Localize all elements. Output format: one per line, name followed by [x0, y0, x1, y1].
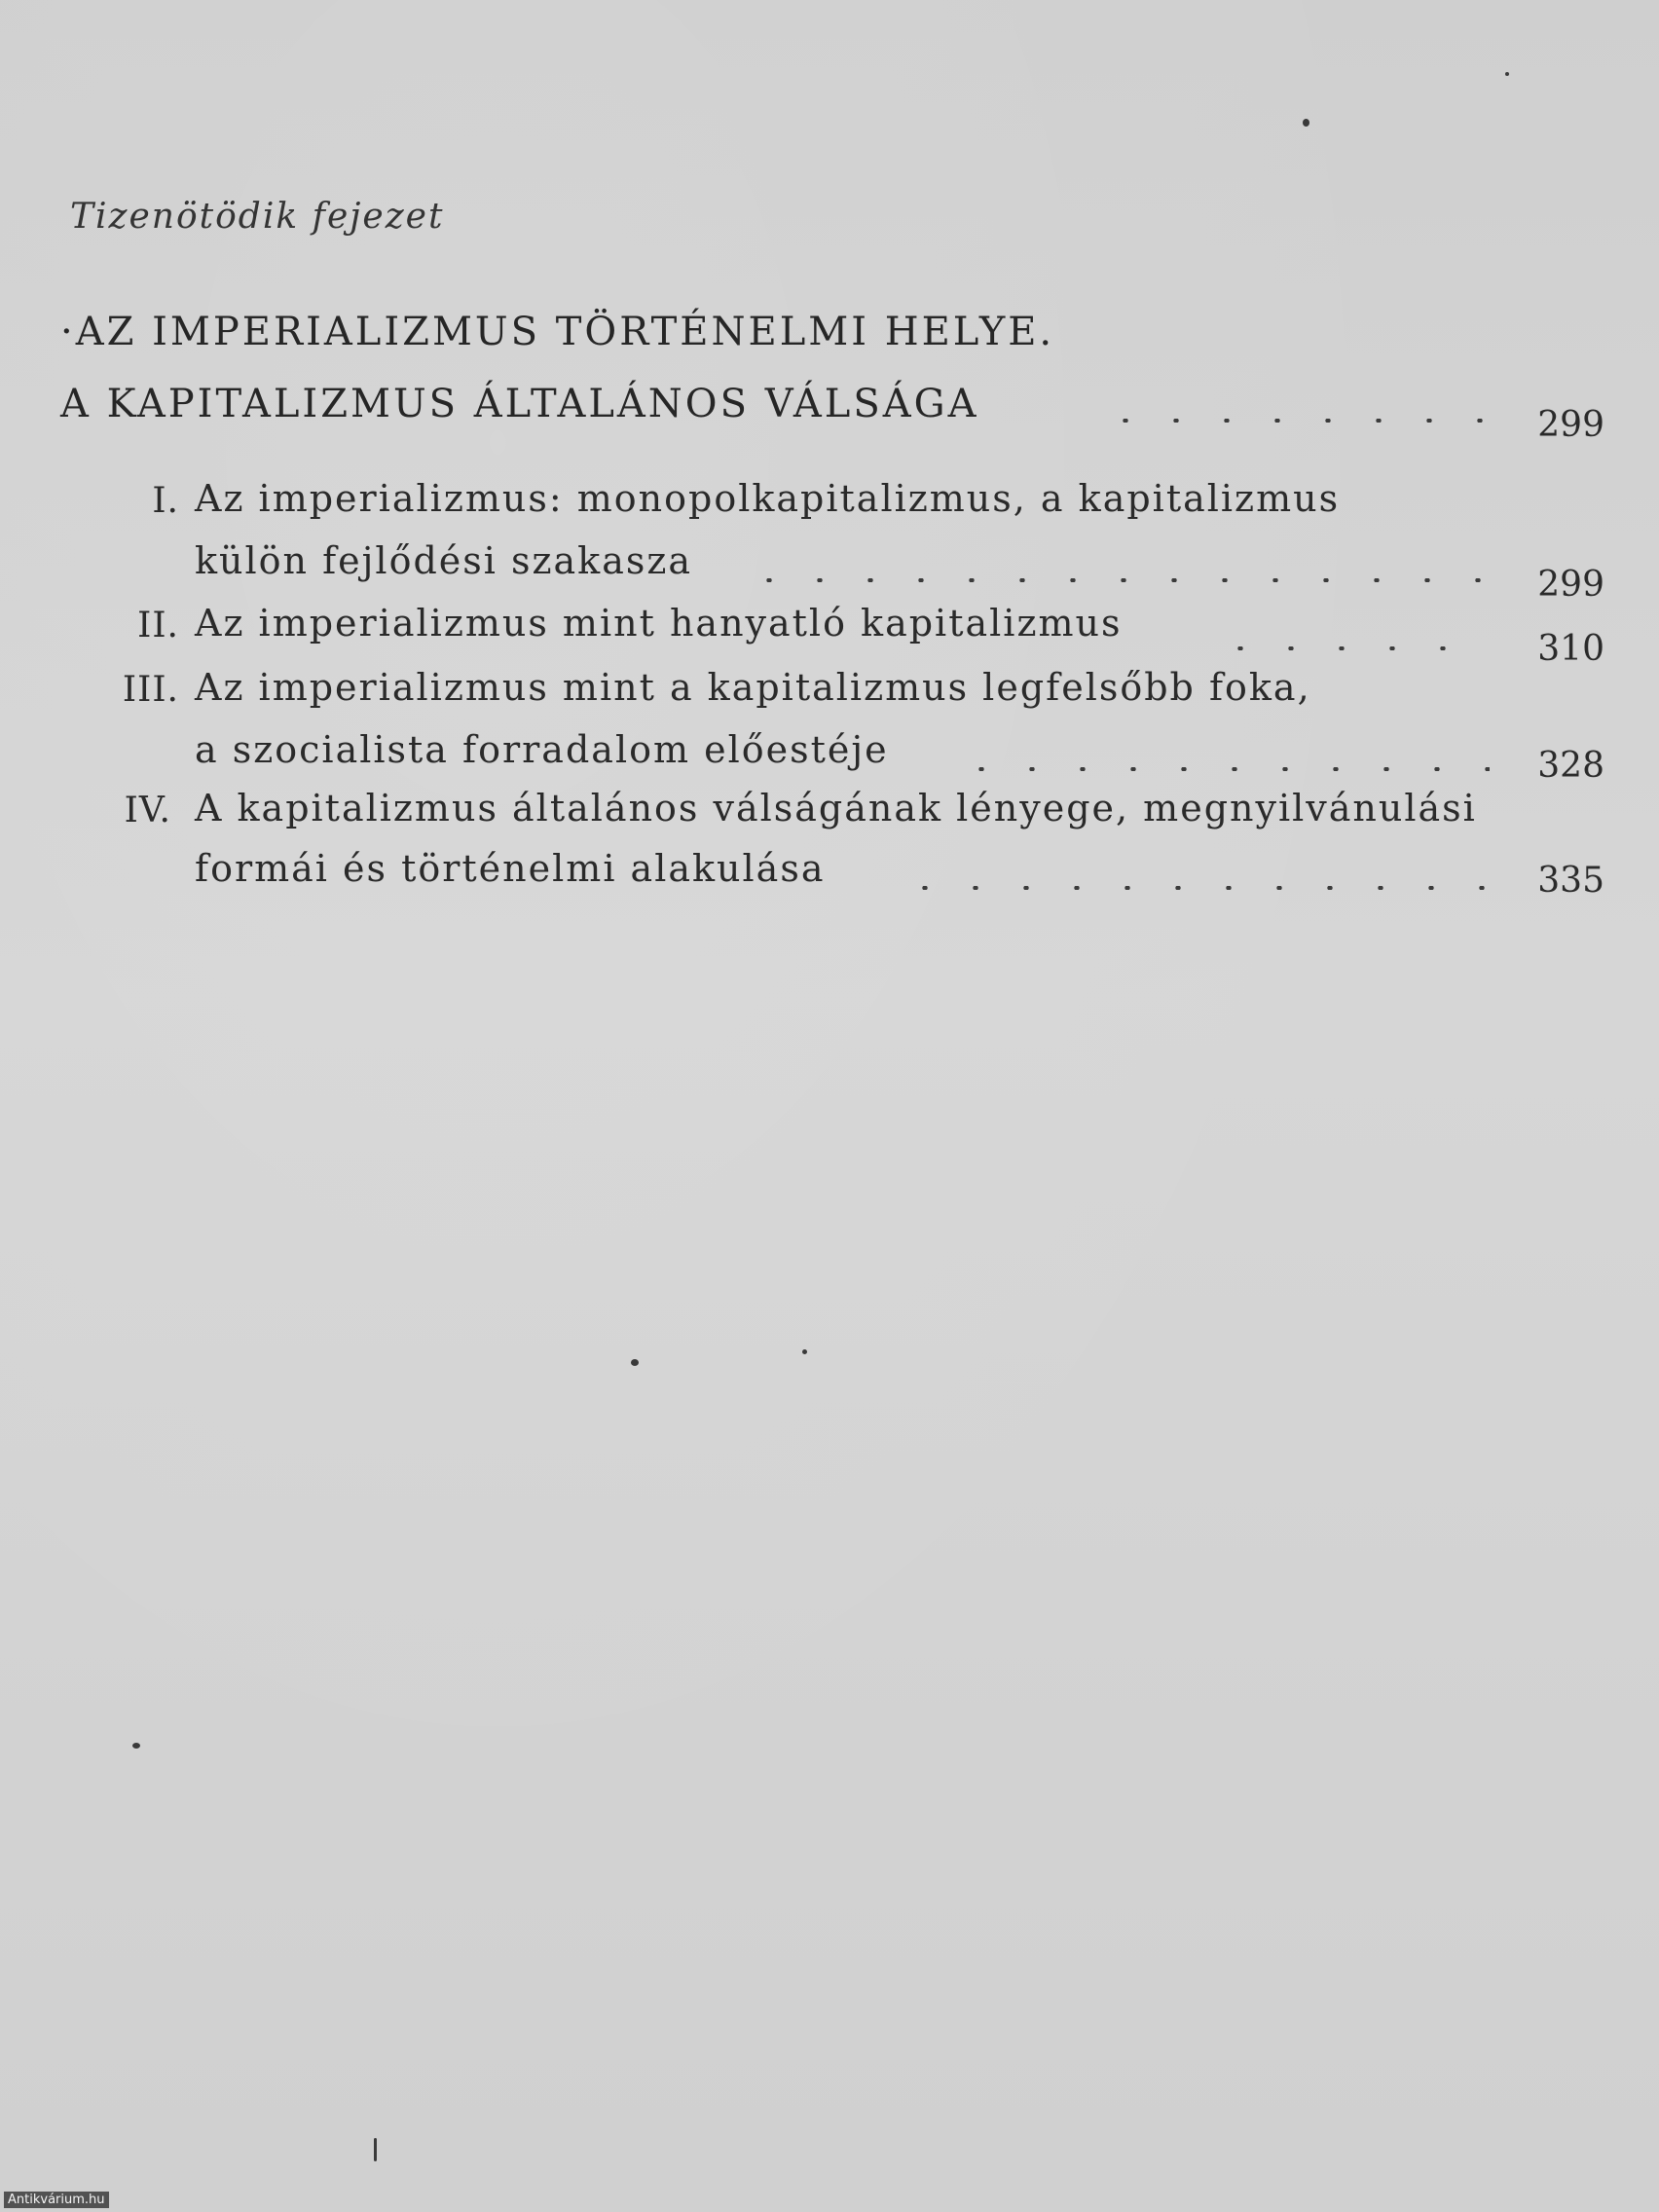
entry-title-line: külön fejlődési szakasza: [195, 539, 693, 582]
entry-page-number: 328: [1537, 746, 1604, 786]
chapter-title-line-2: A KAPITALIZMUS ÁLTALÁNOS VÁLSÁGA: [60, 382, 979, 426]
paper-speck: [1303, 119, 1309, 127]
entry-title-line: Az imperializmus mint hanyatló kapitalizmus: [195, 602, 1123, 645]
paper-speck: [631, 1359, 639, 1366]
chapter-title-line-1: ·AZ IMPERIALIZMUS TÖRTÉNELMI HELYE.: [60, 310, 1055, 354]
entry-page-number: 310: [1537, 629, 1604, 669]
entry-number: IV.: [124, 791, 171, 830]
entry-title-line: A kapitalizmus általános válságának lényege, megnyilvánulási: [195, 787, 1477, 830]
paper-speck: [374, 2138, 377, 2161]
watermark-logo: Antikvárium.hu: [4, 2192, 109, 2208]
dot-leader: [1100, 419, 1490, 423]
entry-page-number: 299: [1537, 565, 1604, 605]
entry-number: III.: [122, 670, 179, 710]
chapter-label: Tizenötödik fejezet: [70, 197, 445, 237]
paper-speck: [1505, 72, 1509, 76]
chapter-page-number: 299: [1537, 405, 1604, 445]
entry-title-line: a szocialista forradalom előestéje: [195, 728, 889, 771]
entry-title-line: Az imperializmus mint a kapitalizmus legfelsőbb foka,: [195, 666, 1311, 709]
dot-leader: [1215, 646, 1490, 650]
dot-leader: [900, 886, 1490, 890]
paper-speck: [802, 1349, 807, 1354]
dot-leader: [956, 767, 1490, 771]
entry-page-number: 335: [1537, 861, 1604, 901]
paper-speck: [132, 1743, 140, 1749]
entry-title-line: formái és történelmi alakulása: [195, 847, 826, 890]
entry-title-line: Az imperializmus: monopolkapitalizmus, a kapitalizmus: [195, 477, 1341, 520]
dot-leader: [744, 578, 1490, 582]
entry-number: I.: [152, 481, 179, 521]
entry-number: II.: [137, 606, 179, 645]
